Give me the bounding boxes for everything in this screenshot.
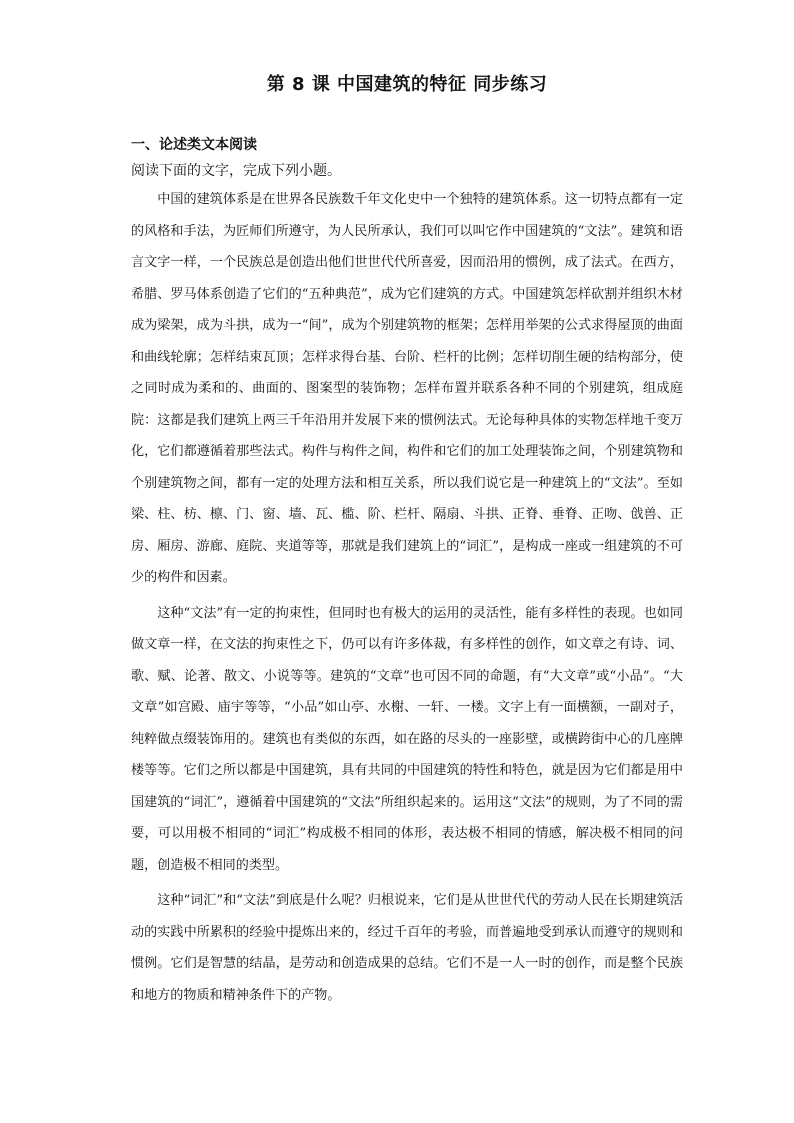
reading-instruction: 阅读下面的文字，完成下列小题。 xyxy=(131,163,341,179)
paragraph-3: 这种“词汇”和“文法”到底是什么呢？归根说来，它们是从世世代代的劳动人民在长期建筑活动的实践中所累积的经验中提炼出来的，经过千百年的考验，而普遍地受到承认而遵守的规则和惯例。它们是智慧的结晶，是劳动和创造成果的总结。它们不是一人一时的创作，而是整个民族和地方的物质和精神条件下的产物。 xyxy=(131,893,683,1003)
paragraph-2: 这种“文法”有一定的拘束性，但同时也有极大的运用的灵活性，能有多样性的表现。也如同做文章一样，在文法的拘束性之下，仍可以有许多体裁，有多样性的创作，如文章之有诗、词、歌、赋、论著、散文、小说等等。建筑的“文章”也可因不同的命题，有“大文章”或“小品”。“大文章”如宫殿、庙宇等等，“小品”如山亭、水榭、一轩、一楼。文字上有一面横额，一副对子，纯粹做点缀装饰用的。建筑也有类似的东西，如在路的尽头的一座影壁，或横跨街中心的几座牌楼等等。它们之所以都是中国建筑，具有共同的中国建筑的特性和特色，就是因为它们都是用中国建筑的“词汇”，遵循着中国建筑的“文法”所组织起来的。运用这“文法”的规则，为了不同的需要，可以用极不相同的“词汇”构成极不相同的体形，表达极不相同的情感，解决极不相同的问题，创造极不相同的类型。 xyxy=(131,605,683,873)
section-heading: 一、论述类文本阅读 xyxy=(131,137,257,153)
paragraph-1: 中国的建筑体系是在世界各民族数千年文化史中一个独特的建筑体系。这一切特点都有一定的风格和手法，为匠师们所遵守，为人民所承认，我们可以叫它作中国建筑的“文法”。建筑和语言文字一样，一个民族总是创造出他们世世代代所喜爱，因而沿用的惯例，成了法式。在西方，希腊、罗马体系创造了它们的“五种典范”，成为它们建筑的方式。中国建筑怎样砍割并组织木材成为梁架，成为斗拱，成为一“间”，成为个别建筑物的框架；怎样用举架的公式求得屋顶的曲面和曲线轮廓；怎样结束瓦顶；怎样求得台基、台阶、栏杆的比例；怎样切削生硬的结构部分，使之同时成为柔和的、曲面的、图案型的装饰物；怎样布置并联系各种不同的个别建筑，组成庭院：这都是我们建筑上两三千年沿用并发展下来的惯例法式。无论每种具体的实物怎样地千变万化，它们都遵循着那些法式。构件与构件之间，构件和它们的加工处理装饰之间，个别建筑物和个别建筑物之间，都有一定的处理方法和相互关系，所以我们说它是一种建筑上的“文法”。至如梁、柱、枋、檩、门、窗、墙、瓦、槛、阶、栏杆、隔扇、斗拱、正脊、垂脊、正吻、戗兽、正房、厢房、游廊、庭院、夹道等等，那就是我们建筑上的“词汇”，是构成一座或一组建筑的不可少的构件和因素。 xyxy=(131,192,683,585)
page-title: 第 8 课 中国建筑的特征 同步练习 xyxy=(266,74,548,95)
